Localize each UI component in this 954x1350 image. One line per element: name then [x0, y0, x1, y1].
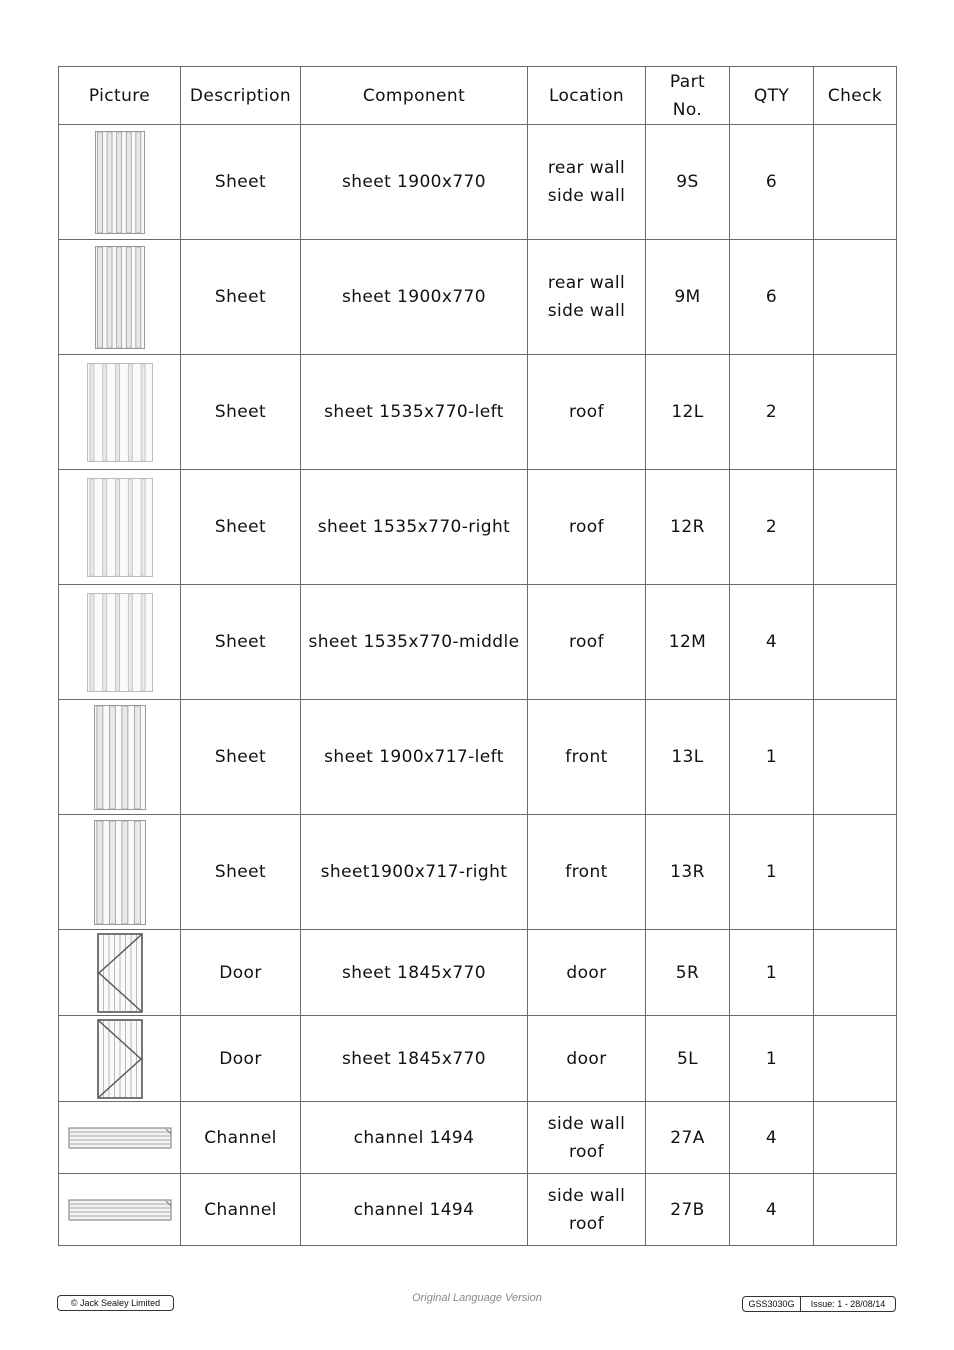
part-no-cell: 27A: [646, 1102, 730, 1174]
header-part-no-line2: No.: [672, 99, 703, 120]
channel-icon: [68, 1197, 172, 1223]
roof-sheet-icon: [87, 593, 153, 692]
part-no-cell: 13L: [646, 700, 730, 815]
description-cell: Sheet: [181, 125, 301, 240]
description-cell: Sheet: [181, 355, 301, 470]
vertical-sheet-narrow-icon: [95, 131, 145, 234]
location-line1: door: [566, 1048, 607, 1069]
location-cell: [528, 585, 646, 700]
picture-cell: [59, 125, 181, 240]
picture-cell: [59, 585, 181, 700]
location-line1: rear wall: [547, 158, 626, 178]
location-cell: [528, 1016, 646, 1102]
component-cell: channel 1494: [301, 1102, 528, 1174]
location-cell: [528, 355, 646, 470]
copyright-badge: © Jack Sealey Limited: [57, 1295, 174, 1311]
qty-cell: 4: [730, 585, 814, 700]
description-cell: Channel: [181, 1102, 301, 1174]
check-cell[interactable]: [814, 815, 897, 930]
check-cell[interactable]: [814, 125, 897, 240]
location-cell: [528, 470, 646, 585]
picture-cell: [59, 1174, 181, 1246]
picture-cell: [59, 240, 181, 355]
location-cell: [528, 240, 646, 355]
check-cell[interactable]: [814, 355, 897, 470]
picture-cell: [59, 1102, 181, 1174]
parts-list-table: [58, 66, 897, 1246]
location-line1: front: [565, 862, 608, 882]
issue-date: Issue: 1 - 28/08/14: [810, 1299, 886, 1309]
header-part-no: [646, 67, 730, 125]
table-row: [59, 1016, 897, 1102]
table-row: [59, 125, 897, 240]
part-no-cell: 9M: [646, 240, 730, 355]
description-cell: Sheet: [181, 585, 301, 700]
qty-cell: 2: [730, 470, 814, 585]
location-line2: roof: [568, 1213, 604, 1234]
location-cell: [528, 1102, 646, 1174]
picture-cell: [59, 930, 181, 1016]
door-right-icon: [97, 933, 143, 1013]
picture-cell: [59, 815, 181, 930]
component-cell: sheet 1845x770: [301, 1016, 528, 1102]
model-issue-badge: [742, 1296, 896, 1312]
location-line2: roof: [568, 1141, 604, 1162]
description-cell: Sheet: [181, 240, 301, 355]
header-location: Location: [528, 67, 646, 125]
component-cell: sheet 1845x770: [301, 930, 528, 1016]
check-cell[interactable]: [814, 700, 897, 815]
component-cell: sheet 1535x770-middle: [301, 585, 528, 700]
front-sheet-icon: [94, 820, 146, 925]
qty-cell: 6: [730, 125, 814, 240]
qty-cell: 2: [730, 355, 814, 470]
description-cell: Sheet: [181, 815, 301, 930]
picture-cell: [59, 700, 181, 815]
check-cell[interactable]: [814, 1102, 897, 1174]
component-cell: channel 1494: [301, 1174, 528, 1246]
door-left-icon: [97, 1019, 143, 1099]
part-no-cell: 5L: [646, 1016, 730, 1102]
description-cell: Door: [181, 930, 301, 1016]
description-cell: Channel: [181, 1174, 301, 1246]
check-cell[interactable]: [814, 1016, 897, 1102]
table-row: [59, 1174, 897, 1246]
picture-cell: [59, 355, 181, 470]
channel-icon: [68, 1125, 172, 1151]
part-no-cell: 9S: [646, 125, 730, 240]
part-no-cell: 5R: [646, 930, 730, 1016]
table-header-row: [59, 67, 897, 125]
part-no-cell: 27B: [646, 1174, 730, 1246]
location-cell: [528, 700, 646, 815]
description-cell: Sheet: [181, 470, 301, 585]
table-row: [59, 930, 897, 1016]
location-cell: [528, 125, 646, 240]
header-qty: QTY: [730, 67, 814, 125]
qty-cell: 4: [730, 1174, 814, 1246]
picture-cell: [59, 470, 181, 585]
location-line1: side wall: [547, 1113, 626, 1134]
table-row: [59, 700, 897, 815]
qty-cell: 1: [730, 930, 814, 1016]
check-cell[interactable]: [814, 240, 897, 355]
location-line2: side wall: [547, 186, 626, 206]
table-row: [59, 470, 897, 585]
location-line1: roof: [568, 632, 604, 652]
table-row: [59, 240, 897, 355]
component-cell: sheet 1900x770: [301, 125, 528, 240]
table-row: [59, 355, 897, 470]
check-cell[interactable]: [814, 930, 897, 1016]
header-picture: Picture: [59, 67, 181, 125]
part-no-cell: 12R: [646, 470, 730, 585]
component-cell: sheet 1535x770-left: [301, 355, 528, 470]
check-cell[interactable]: [814, 470, 897, 585]
component-cell: sheet1900x717-right: [301, 815, 528, 930]
roof-sheet-icon: [87, 478, 153, 577]
header-description: Description: [181, 67, 301, 125]
table-row: [59, 1102, 897, 1174]
qty-cell: 1: [730, 815, 814, 930]
check-cell[interactable]: [814, 585, 897, 700]
roof-sheet-icon: [87, 363, 153, 462]
header-check: Check: [814, 67, 897, 125]
qty-cell: 1: [730, 1016, 814, 1102]
location-cell: [528, 815, 646, 930]
location-line1: side wall: [547, 1185, 626, 1206]
front-sheet-icon: [94, 705, 146, 810]
table-row: [59, 815, 897, 930]
location-cell: [528, 930, 646, 1016]
header-component: Component: [301, 67, 528, 125]
header-part-no-line1: Part: [669, 71, 706, 92]
picture-cell: [59, 1016, 181, 1102]
component-cell: sheet 1900x770: [301, 240, 528, 355]
vertical-sheet-narrow-icon: [95, 246, 145, 349]
component-cell: sheet 1900x717-left: [301, 700, 528, 815]
location-line1: roof: [568, 517, 604, 537]
qty-cell: 6: [730, 240, 814, 355]
component-cell: sheet 1535x770-right: [301, 470, 528, 585]
location-line1: front: [565, 747, 608, 767]
location-line2: side wall: [547, 301, 626, 321]
location-line1: rear wall: [547, 273, 626, 293]
qty-cell: 4: [730, 1102, 814, 1174]
location-line1: door: [566, 962, 607, 983]
model-code: GSS3030G: [743, 1297, 801, 1311]
part-no-cell: 13R: [646, 815, 730, 930]
part-no-cell: 12L: [646, 355, 730, 470]
check-cell[interactable]: [814, 1174, 897, 1246]
part-no-cell: 12M: [646, 585, 730, 700]
language-version-note: Original Language Version: [412, 1292, 542, 1304]
description-cell: Door: [181, 1016, 301, 1102]
qty-cell: 1: [730, 700, 814, 815]
description-cell: Sheet: [181, 700, 301, 815]
table-row: [59, 585, 897, 700]
location-line1: roof: [568, 402, 604, 422]
location-cell: [528, 1174, 646, 1246]
